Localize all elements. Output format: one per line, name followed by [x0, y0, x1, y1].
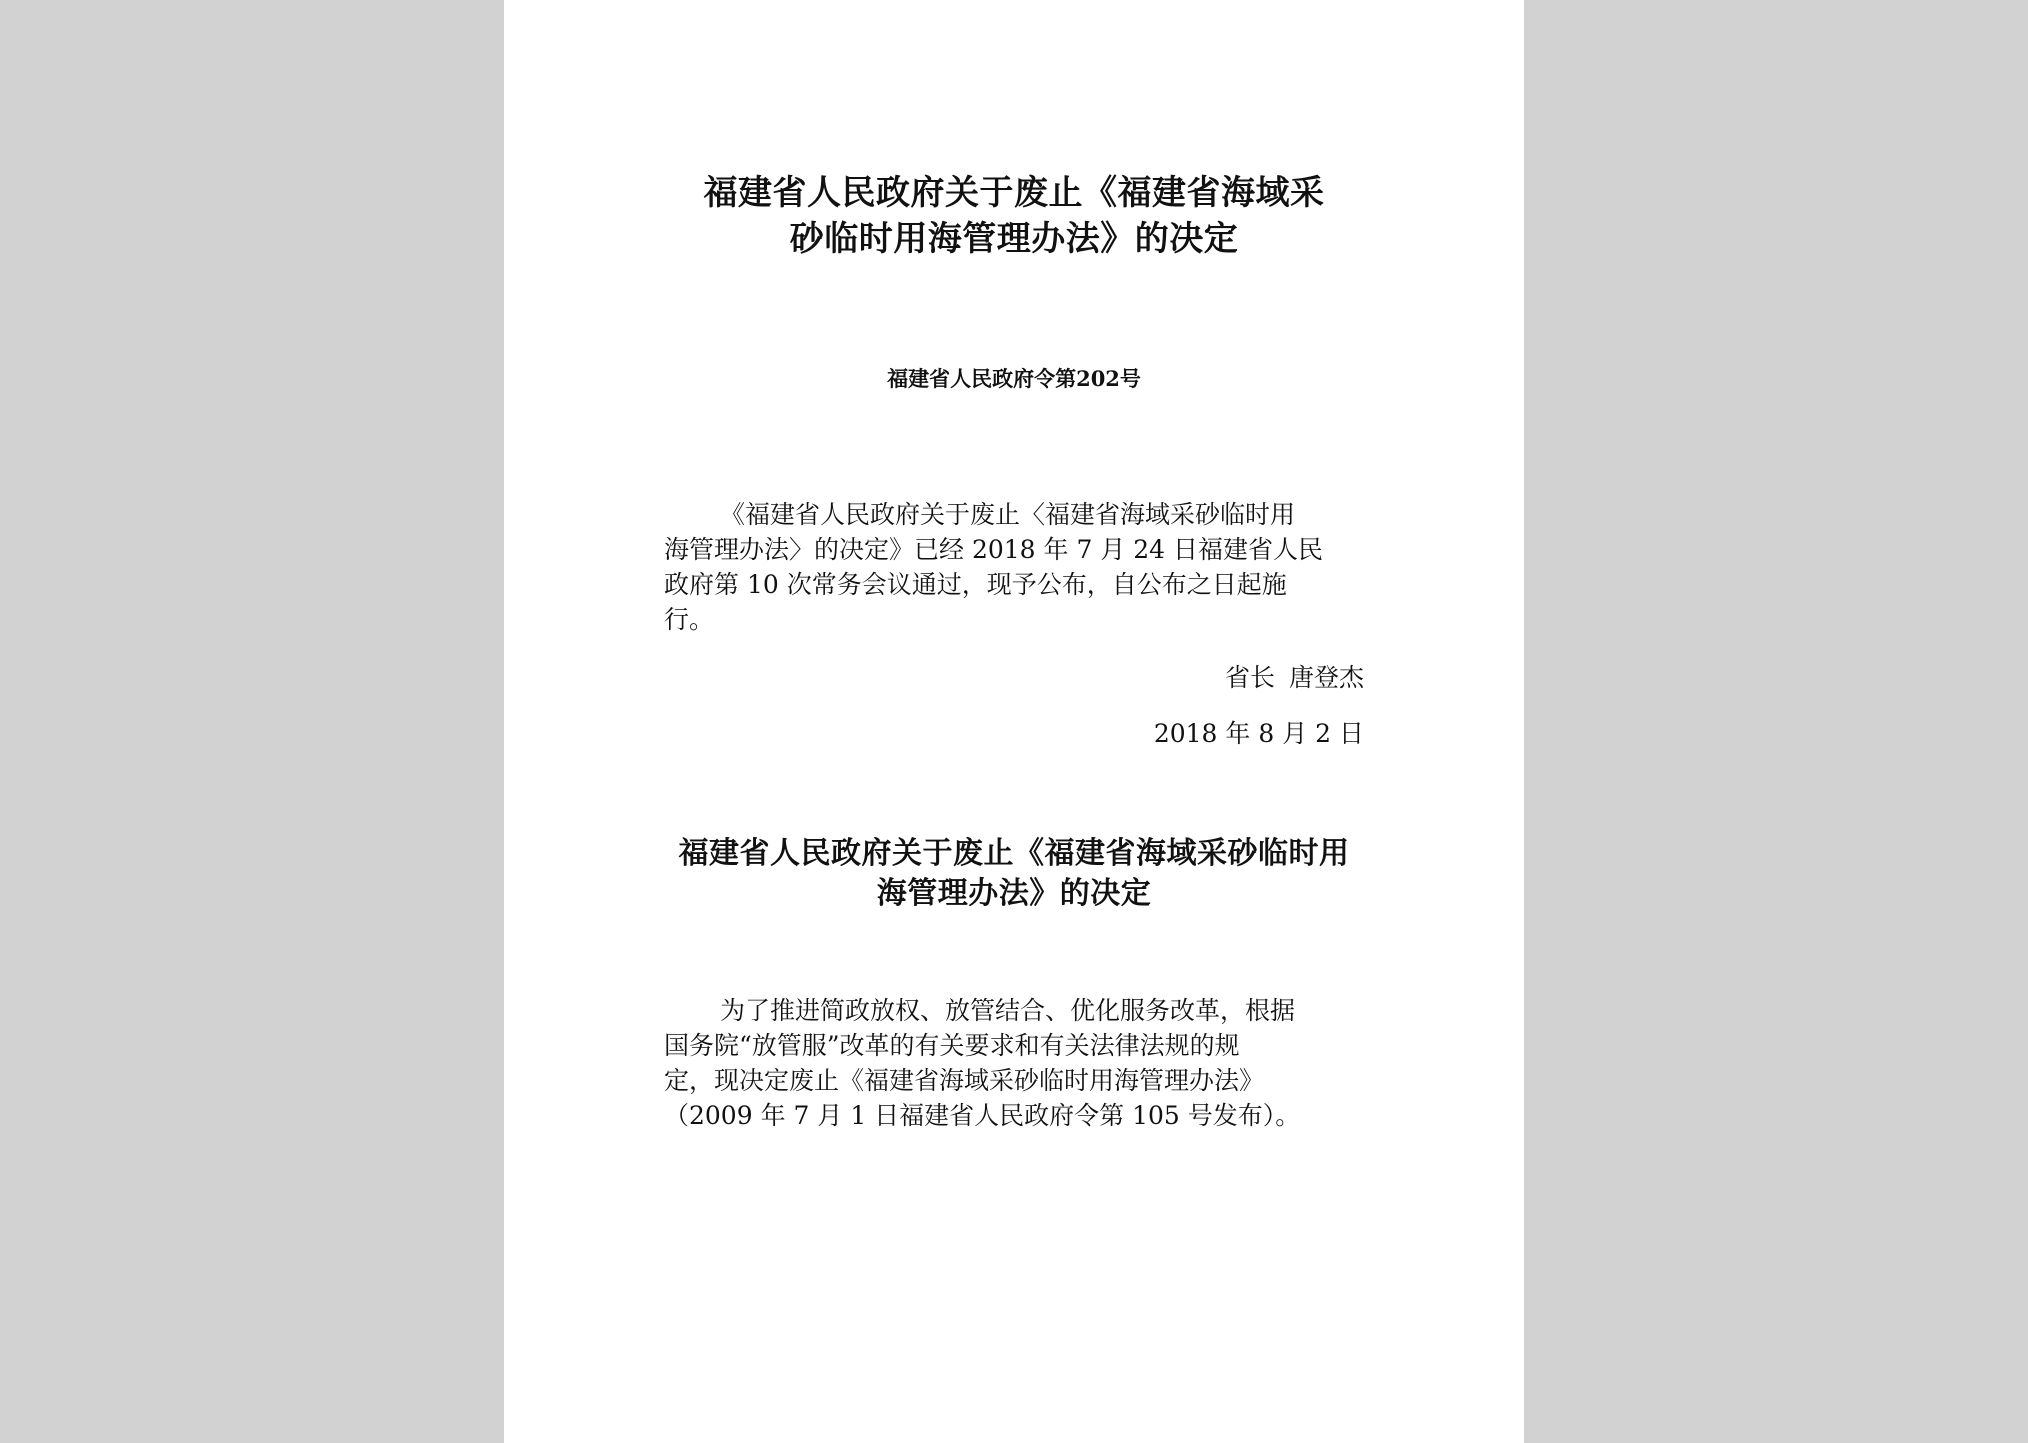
- signature-date: 2018 年 8 月 2 日: [1153, 719, 1364, 748]
- signature-block: [1225, 660, 1364, 695]
- title-line-1: 福建省人民政府关于废止《福建省海域采: [703, 173, 1325, 213]
- decision-line-3: 定，现决定废止《福建省海域采砂临时用海管理办法》: [664, 1066, 1265, 1095]
- decision-line-1: 为了推进简政放权、放管结合、优化服务改革，根据: [720, 996, 1296, 1025]
- title-line-2: 砂临时用海管理办法》的决定: [789, 219, 1239, 259]
- promulgation-paragraph: [664, 497, 1364, 637]
- decision-line-2: 国务院“放管服”改革的有关要求和有关法律法规的规: [664, 1031, 1240, 1060]
- promulgation-line-2: 海管理办法〉的决定》已经 2018 年 7 月 24 日福建省人民: [664, 535, 1324, 564]
- decision-line-4: （2009 年 7 月 1 日福建省人民政府令第 105 号发布）。: [664, 1101, 1301, 1130]
- document-title: [664, 170, 1364, 262]
- decision-title-line-2: 海管理办法》的决定: [876, 876, 1152, 911]
- order-number: 福建省人民政府令第202号: [887, 366, 1141, 391]
- decision-title-line-1: 福建省人民政府关于废止《福建省海域采砂临时用: [678, 836, 1350, 871]
- signer-title: 省长: [1224, 663, 1275, 692]
- document-page: [504, 0, 1524, 1443]
- promulgation-line-4: 行。: [664, 605, 715, 634]
- signer-name: 唐登杰: [1288, 663, 1364, 692]
- promulgation-line-1: 《福建省人民政府关于废止〈福建省海域采砂临时用: [720, 500, 1296, 529]
- promulgation-line-3: 政府第 10 次常务会议通过，现予公布，自公布之日起施: [664, 570, 1287, 599]
- decision-body: [664, 993, 1364, 1133]
- decision-title: [664, 834, 1364, 914]
